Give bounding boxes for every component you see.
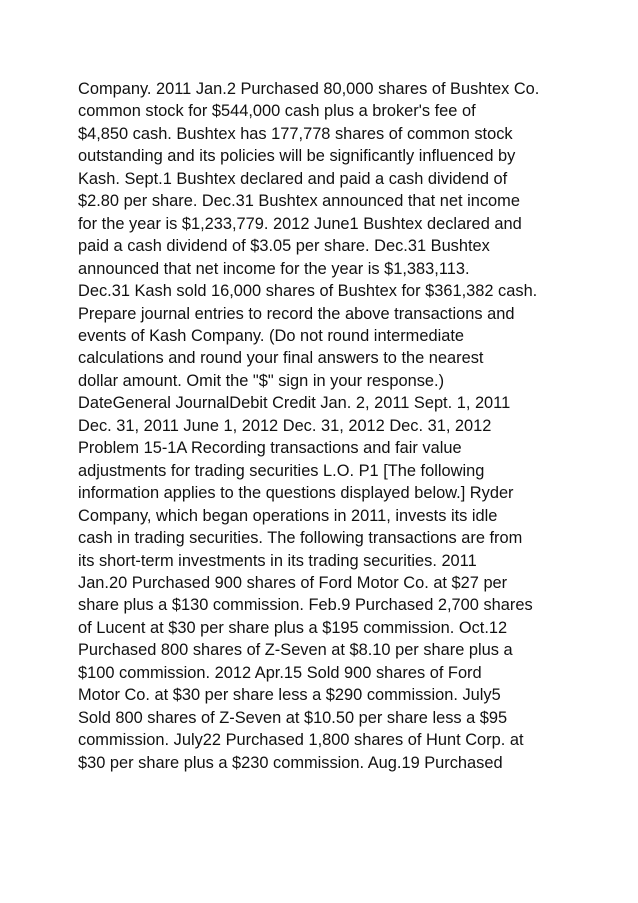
text-line: Purchased 800 shares of Z-Seven at $8.10 per share plus a [78, 641, 513, 660]
text-line: $100 commission. 2012 Apr.15 Sold 900 shares of Ford [78, 663, 482, 682]
text-line: DateGeneral JournalDebit Credit Jan. 2, 2011 Sept. 1, 2011 [78, 394, 511, 413]
text-line: calculations and round your final answers to the nearest [78, 349, 484, 368]
text-line: events of Kash Company. (Do not round intermediate [78, 326, 464, 345]
text-line: paid a cash dividend of $3.05 per share. Dec.31 Bushtex [78, 237, 490, 256]
text-line: its short-term investments in its trading securities. 2011 [78, 551, 477, 570]
text-line: outstanding and its policies will be significantly influenced by [78, 147, 516, 166]
text-line: cash in trading securities. The following transactions are from [78, 529, 523, 548]
text-line: for the year is $1,233,779. 2012 June1 Bushtex declared and [78, 214, 522, 233]
text-line: common stock for $544,000 cash plus a broker's fee of [78, 102, 476, 121]
text-line: adjustments for trading securities L.O. P1 [The following [78, 461, 485, 480]
text-line: commission. July22 Purchased 1,800 shares of Hunt Corp. at [78, 731, 524, 750]
text-line: Dec. 31, 2011 June 1, 2012 Dec. 31, 2012 Dec. 31, 2012 [78, 416, 492, 435]
text-line: Sold 800 shares of Z-Seven at $10.50 per share less a $95 [78, 708, 508, 727]
text-line: announced that net income for the year is $1,383,113. [78, 259, 470, 278]
text-line: of Lucent at $30 per share plus a $195 commission. Oct.12 [78, 618, 508, 637]
text-line: Company, which began operations in 2011, invests its idle [78, 506, 498, 525]
text-line: information applies to the questions displayed below.] Ryder [78, 484, 514, 503]
text-line: Motor Co. at $30 per share less a $290 commission. July5 [78, 686, 501, 705]
text-line: share plus a $130 commission. Feb.9 Purchased 2,700 shares [78, 596, 533, 615]
body-text [78, 78, 568, 774]
text-line: $4,850 cash. Bushtex has 177,778 shares of common stock [78, 124, 513, 143]
text-line: Jan.20 Purchased 900 shares of Ford Motor Co. at $27 per [78, 573, 508, 592]
text-line: $30 per share plus a $230 commission. Aug.19 Purchased [78, 753, 503, 772]
text-line: Prepare journal entries to record the above transactions and [78, 304, 515, 323]
text-line: Company. 2011 Jan.2 Purchased 80,000 shares of Bushtex Co. [78, 80, 540, 98]
text-line: dollar amount. Omit the "$" sign in your response.) [78, 371, 445, 390]
text-line: Dec.31 Kash sold 16,000 shares of Bushtex for $361,382 cash. [78, 282, 538, 301]
text-line: Kash. Sept.1 Bushtex declared and paid a cash dividend of [78, 169, 508, 188]
text-line: Problem 15-1A Recording transactions and fair value [78, 439, 462, 458]
text-line: $2.80 per share. Dec.31 Bushtex announced that net income [78, 192, 520, 211]
